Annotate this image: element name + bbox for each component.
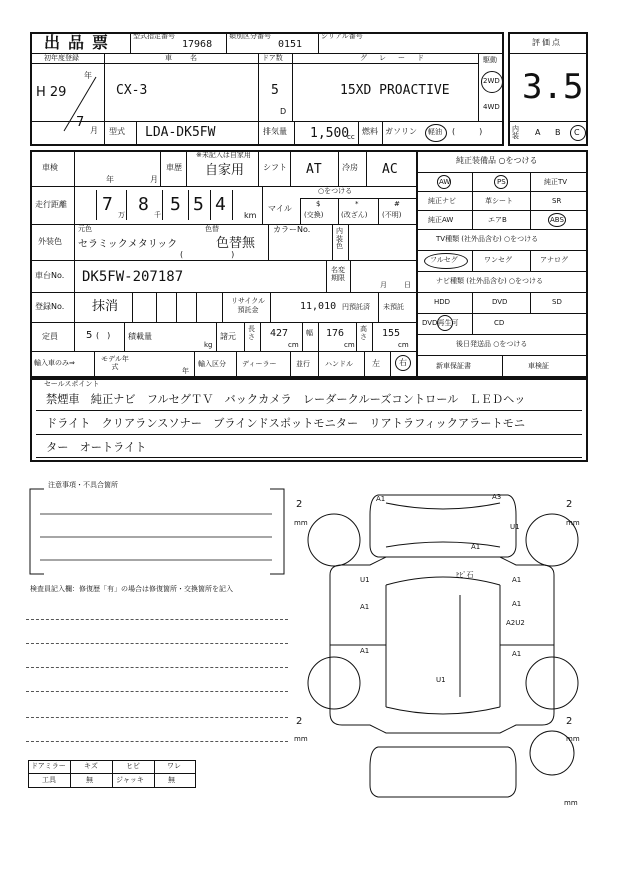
drive-4wd: 4WD [483,103,500,111]
reg-no-label: 登録No. [35,302,65,311]
reg-no-value: 抹消 [92,299,119,314]
shipping-warranty: 新車保証書 [436,362,471,370]
damage-mark-front-bumper-left: A1 [376,495,386,503]
tread-front-right-unit: mm [566,519,580,527]
car-damage-diagram [290,485,590,815]
tv-fullseg: フルセグ [430,256,458,264]
notes-bracket [26,481,288,584]
displacement-value: 1,500 [310,126,350,141]
swap-label: $ [316,200,321,208]
damage-mark-right-side: A1 [512,600,522,608]
width-unit: cm [344,341,355,349]
equip-genuine-aw: 純正AW [428,216,454,224]
nav-cd: CD [494,319,505,327]
legend-header-2: キズ [84,762,98,770]
damage-mark-left-side: A1 [360,603,370,611]
model-label: 型式 [109,127,125,136]
drive-label: 駆動 [483,56,497,64]
length-label: 長さ [248,325,255,341]
tread-rear-right-unit: mm [566,735,580,743]
notes-label: 注意事項・不具合箇所 [48,481,118,489]
trim-label: 内装色 [336,227,343,251]
damage-mark-hood: A1 [471,543,481,551]
history-value: 自家用 [205,163,245,178]
damage-mark-rear-bumper: U1 [436,676,446,684]
tread-front-right: 2 [566,499,573,510]
fuel-gasoline: ガソリン [385,127,417,136]
shift-value: AT [306,162,322,177]
original-color-label: 元色 [78,225,92,233]
category-number-label: 類別区分番号 [229,32,271,40]
mileage-digit-3: 5 [170,194,181,215]
tv-oneseg: ワンセグ [484,256,512,264]
legend-value-3: ジャッキ [116,776,144,784]
first-reg-era: H 29 [36,85,67,100]
tamper-label: * [355,200,359,208]
damage-mark-rear-door-right: A2U2 [506,619,525,627]
serial-label: シリアル番号 [321,32,363,40]
model-year-label: モデル年式 [101,355,129,372]
fuel-diesel: 軽油 [428,128,442,136]
import-label: 輸入車のみ⇒ [34,359,75,367]
model-value: LDA-DK5FW [145,125,216,140]
recycle-unpaid: 未預託 [383,303,404,311]
doors-value: 5 [271,83,279,98]
damage-mark-front-bumper-right: A3 [492,493,502,501]
equip-airbag: エアB [488,216,507,224]
unknown-label: # [394,200,400,208]
nav-hdd: HDD [434,298,451,306]
mileage-unit: km [244,211,257,220]
interior-grade-c: C [574,128,580,137]
handle-right: 右 [399,358,407,367]
recycle-label: リサイクル預託金 [230,297,266,315]
first-reg-year-unit: 年 [84,71,92,80]
doors-label: ドア数 [262,54,283,62]
damage-mark-rear-left: A1 [360,647,370,655]
repaint-value: 色替無 [216,236,256,251]
dealer-label: ディーラー [242,360,277,368]
unknown-sub: (不明) [382,211,402,219]
capacity-value: 5 [86,330,93,341]
mileage-digit-5: 4 [215,194,226,215]
category-number: 0151 [278,39,303,50]
length-unit: cm [288,341,299,349]
name-label: 車名 [165,54,215,62]
equip-aw: AW [439,178,451,186]
mileage-digit-2: 8 [138,194,149,215]
tread-front-left: 2 [296,499,303,510]
ac-label: 冷房 [342,163,358,172]
nav-dvd-play: DVD再生可 [422,319,459,327]
first-reg-month-unit: 月 [90,126,98,135]
sales-points-label: セールスポイント [44,380,100,388]
chassis-label: 車台No. [35,271,65,280]
sales-line-2: ドライト クリアランスソナー ブラインドスポットモニター リアトラフィックアラートモニ [46,417,526,430]
history-note: ※未記入は自家用 [196,151,251,159]
parallel-label: 並行 [296,360,310,368]
mileage-digit-4: 5 [193,194,204,215]
sheet-title: 出品票 [44,33,117,52]
damage-mark-front-door-right: A1 [512,576,522,584]
interior-grade-b: B [555,128,561,137]
original-color: セラミックメタリック [78,239,178,250]
interior-label: 内装 [512,125,519,140]
damage-mark-windshield: ﾋﾋﾞ石 [456,571,474,579]
chassis-value: DK5FW-207187 [82,269,184,285]
history-label: 車歴 [166,163,182,172]
fuel-other: ( ) [452,127,483,136]
swap-sub: (交換) [304,211,324,219]
displacement-label: 排気量 [263,127,287,136]
damage-mark-fender-right: U1 [510,523,520,531]
type-number: 17968 [182,39,213,50]
tread-rear-left-unit: mm [294,735,308,743]
legend-header-4: ワレ [167,762,181,770]
spare-unit: mm [564,799,578,807]
legend-value-2: 無 [86,776,93,784]
shipping-certificate: 車検証 [528,362,549,370]
vehicle-name: CX-3 [116,83,148,98]
tread-rear-right: 2 [566,716,573,727]
legend-header-1: ドアミラー [31,762,66,770]
repaint-label: 色替 [205,225,219,233]
tread-rear-left: 2 [296,716,303,727]
legend-header-3: ヒビ [126,762,140,770]
sales-line-3: ター オートライト [46,441,147,454]
name-change-label: 名変期限 [331,266,345,283]
first-reg-month: 7 [76,115,85,130]
inspection-year: 年 [106,175,114,184]
tread-front-left-unit: mm [294,519,308,527]
recycle-unit: 円預託済 [342,303,370,311]
exterior-label: 外装色 [38,237,62,246]
legend-value-1: 工具 [42,776,56,784]
equip-tv: 純正TV [544,178,568,186]
fuel-label: 燃料 [362,127,378,136]
equipment-title: 純正装備品 ○をつける [456,156,538,165]
equip-leather: 革シート [485,197,513,205]
load-label: 積載量 [128,332,152,341]
shift-label: シフト [263,163,287,172]
handle-label: ハンドル [325,360,353,368]
interior-grade-a: A [535,128,541,137]
grade-value: 15XD PROACTIVE [340,83,450,98]
shipping-title: 後日発送品 ○をつける [456,340,528,348]
score-label: 評価点 [532,38,562,47]
inspection-label: 車検 [42,163,58,172]
length-value: 427 [270,328,289,339]
nav-sd: SD [552,298,562,306]
type-number-label: 型式指定番号 [133,32,175,40]
mileage-digit-1: 7 [102,194,113,215]
equip-abs: ABS [550,216,564,224]
inspection-month: 月 [150,175,158,184]
door-code: D [280,107,287,116]
circle-note: ○をつける [318,187,353,195]
import-class-label: 輸入区分 [198,360,226,368]
height-label: 高さ [360,325,367,341]
mileage-label: 走行距離 [35,200,67,209]
damage-mark-rear-right: A1 [512,650,522,658]
nav-title: ナビ種類 (社外品含む) ○をつける [436,277,544,285]
equip-navi: 純正ナビ [428,197,456,205]
sales-line-1: 禁煙車 純正ナビ フルセグＴＶ バックカメラ レーダークルーズコントロール ＬＥＤヘッ [46,393,526,406]
tv-analog: アナログ [540,256,568,264]
recycle-amount: 11,010 [300,301,337,312]
height-unit: cm [398,341,409,349]
tamper-sub: (改ざん) [341,211,368,219]
legend-value-4: 無 [168,776,175,784]
mileage-man: 万 [118,211,125,219]
height-value: 155 [382,328,401,339]
model-year-unit: 年 [182,367,189,375]
inspector-label: 検査員記入欄：修復歴「有」の場合は修復箇所・交換箇所を記入 [30,585,233,593]
load-unit: kg [204,341,213,349]
grade-label: グレード [360,54,436,62]
score-value: 3.5 [522,67,584,107]
handle-left: 左 [372,359,380,368]
damage-mark-front-door-left: U1 [360,576,370,584]
dims-label: 諸元 [220,332,236,341]
mile-label: マイル [268,204,292,213]
displacement-unit: cc [347,133,355,141]
capacity-paren: ( ) [96,331,111,340]
color-no-label: カラーNo. [273,225,311,234]
width-label: 幅 [306,329,313,337]
name-change-day: 日 [404,281,411,289]
ac-value: AC [382,162,398,177]
equip-ps: PS [497,178,506,186]
nav-dvd: DVD [492,298,508,306]
width-value: 176 [326,328,345,339]
name-change-month: 月 [380,281,387,289]
capacity-label: 定員 [42,332,58,341]
first-reg-label: 初年度登録 [44,54,79,62]
equip-sr: SR [552,197,562,205]
tv-title: TV種類 (社外品含む) ○をつける [436,235,539,243]
drive-2wd: 2WD [483,77,500,85]
repaint-paren: ( ) [180,250,235,259]
mileage-sen: 千 [154,211,161,219]
